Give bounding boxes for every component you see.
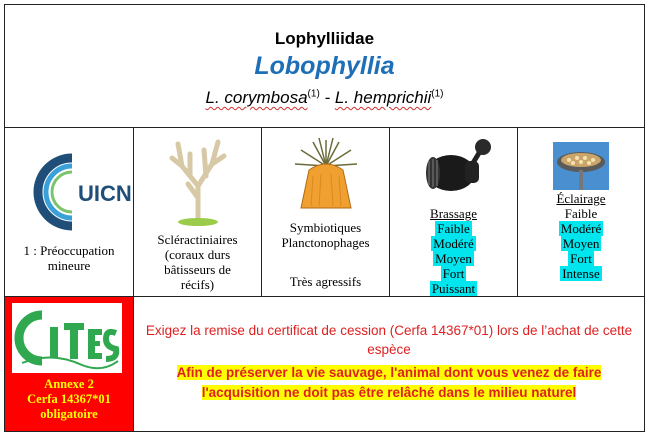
cites-mandatory: obligatoire [40, 407, 98, 421]
water-flow-cell [390, 128, 518, 296]
certificate-notice: Exigez la remise du certificat de cession (Cerfa 14367*01) lors de l’achat de cette espèce [145, 323, 633, 357]
coral-type-line4: récifs) [180, 277, 215, 292]
coral-type-line2: (coraux durs [164, 247, 231, 262]
water-flow-level: Modéré [433, 236, 474, 251]
release-warning-line1: Afin de préserver la vie sauvage, l'animal dont vous venez de faire [176, 365, 602, 380]
lighting-level: Faible [564, 206, 598, 221]
cites-logo-icon [12, 303, 122, 373]
cites-cerfa: Cerfa 14367*01 [27, 392, 111, 406]
cites-annexe: Annexe 2 [44, 377, 94, 391]
water-flow-title: Brassage [430, 206, 477, 221]
characteristics-row [5, 128, 644, 297]
species-2-note: (1) [431, 88, 444, 100]
feeding-cell [262, 128, 390, 296]
species-1-note: (1) [307, 88, 320, 100]
aquarium-lamp-icon [551, 140, 611, 192]
behaviour-text: Très agressifs [289, 274, 362, 289]
lighting-level: Moyen [562, 236, 600, 251]
species-header [5, 5, 644, 128]
family-name: Lophylliidae [274, 29, 375, 48]
genus-name: Lobophyllia [254, 52, 395, 80]
uicn-cell [5, 128, 134, 296]
lighting-level: Fort [570, 251, 592, 266]
uicn-status [9, 243, 129, 273]
notice-cell [134, 297, 644, 431]
water-flow-levels [394, 206, 513, 296]
release-warning [134, 363, 644, 403]
lighting-levels [522, 191, 640, 281]
species-names [5, 88, 644, 108]
water-flow-level: Puissant [431, 281, 476, 296]
uicn-logo-icon [20, 152, 132, 232]
coral-type-text [138, 232, 257, 292]
uicn-logo-text: UICN [78, 181, 132, 206]
uicn-status-line1: 1 : Préoccupation [23, 243, 115, 258]
lighting-level: Modéré [560, 221, 602, 236]
feeding-line1: Symbiotiques [289, 220, 362, 235]
wave-pump-icon [421, 131, 491, 201]
uicn-status-line2: mineure [47, 258, 91, 273]
lighting-cell [518, 128, 644, 296]
water-flow-level: Faible [437, 221, 470, 236]
lighting-title: Éclairage [556, 191, 606, 206]
cites-cell [5, 297, 134, 431]
species-sheet [4, 4, 645, 432]
water-flow-level: Fort [442, 266, 465, 281]
coral-type-line1: Scléractiniaires [157, 232, 238, 247]
species-separator: - [319, 88, 335, 107]
coral-polyp-icon [291, 136, 361, 212]
lighting-level: Intense [562, 266, 600, 281]
cites-info [5, 377, 133, 422]
species-1: L. corymbosa [205, 88, 308, 107]
water-flow-level: Moyen [435, 251, 472, 266]
release-warning-line2: l'acquisition ne doit pas être relâché dans le milieu naturel [201, 385, 577, 400]
feeding-text [266, 220, 385, 250]
branching-coral-icon [168, 136, 228, 228]
feeding-line2: Planctonophages [281, 235, 370, 250]
regulation-row [5, 297, 644, 431]
coral-type-line3: bâtisseurs de [164, 262, 231, 277]
species-2: L. hemprichii [334, 88, 432, 107]
coral-type-cell [134, 128, 262, 296]
